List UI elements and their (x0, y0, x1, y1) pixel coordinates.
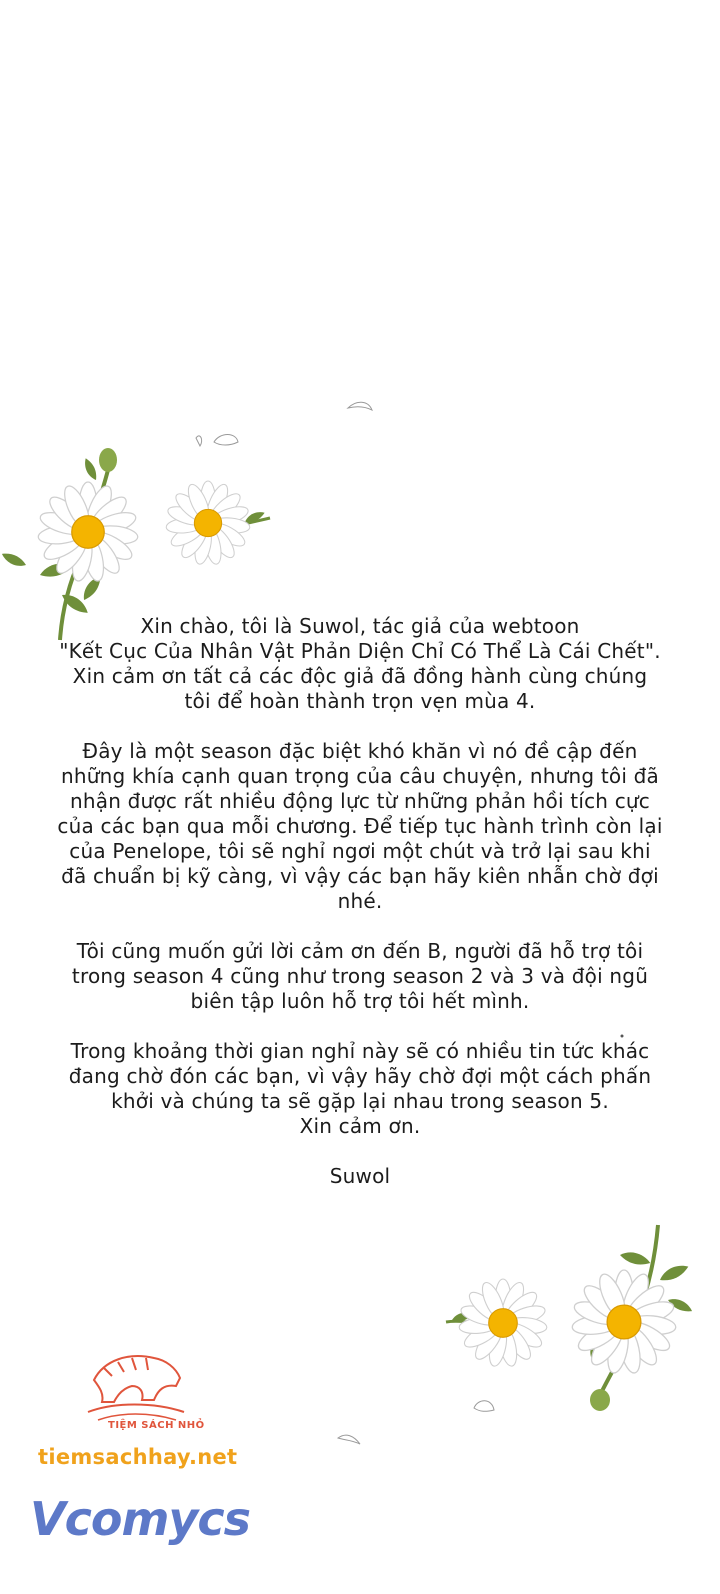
letter-line: tôi để hoàn thành trọn vẹn mùa 4. (184, 689, 536, 713)
letter-line: Đây là một season đặc biệt khó khăn vì nó đề cập đến (82, 739, 638, 763)
letter-line: Xin chào, tôi là Suwol, tác giả của webtoon (140, 614, 580, 638)
letter-paragraph-thanks (40, 939, 680, 1014)
vcomycs-logo: Vcomycs (30, 1492, 251, 1546)
falling-petal (338, 1401, 494, 1444)
letter-paragraph-greeting (40, 614, 680, 714)
letter-line: những khía cạnh quan trọng của câu chuyện, nhưng tôi đã (61, 764, 659, 788)
letter-line: khởi và chúng ta sẽ gặp lại nhau trong season 5. (111, 1089, 609, 1113)
daisy-flower-top-middle (165, 481, 270, 566)
letter-line: của Penelope, tôi sẽ nghỉ ngơi một chút và trở lại sau khi (69, 839, 651, 863)
daisy-flower-bottom-right (571, 1225, 694, 1411)
shop-name-watermark: TIỆM SÁCH NHỎ (108, 1420, 205, 1431)
letter-line: nhé. (337, 889, 383, 913)
letter-line: Trong khoảng thời gian nghỉ này sẽ có nhiều tin tức khác (70, 1039, 650, 1063)
daisy-flower-top-left (0, 448, 139, 640)
letter-paragraph-break (40, 1039, 680, 1139)
site-watermark: tiemsachhay.net (38, 1445, 238, 1469)
letter-line: Xin cảm ơn. (299, 1114, 421, 1138)
letter-line: đã chuẩn bị kỹ càng, vì vậy các bạn hãy kiên nhẫn chờ đợi (61, 864, 659, 888)
tiger-icon (88, 1356, 184, 1420)
letter-line: của các bạn qua mỗi chương. Để tiếp tục hành trình còn lại (57, 814, 663, 838)
letter-line: biên tập luôn hỗ trợ tôi hết mình. (190, 989, 530, 1013)
author-signature: Suwol (329, 1164, 391, 1188)
letter-paragraph-season (40, 739, 680, 914)
letter-line: trong season 4 cũng như trong season 2 và 3 và đội ngũ (71, 964, 649, 988)
letter-line: Xin cảm ơn tất cả các độc giả đã đồng hành cùng chúng (72, 664, 648, 688)
letter-line: đang chờ đón các bạn, vì vậy hãy chờ đợi một cách phấn (68, 1064, 652, 1088)
letter-line: nhận được rất nhiều động lực từ những phản hồi tích cực (70, 789, 650, 813)
daisy-flower-bottom-middle (446, 1279, 548, 1368)
letter-line: Tôi cũng muốn gửi lời cảm ơn đến B, người đã hỗ trợ tôi (76, 939, 644, 963)
author-letter (40, 614, 680, 1189)
letter-line: "Kết Cục Của Nhân Vật Phản Diện Chỉ Có Thể Là Cái Chết". (59, 639, 661, 663)
